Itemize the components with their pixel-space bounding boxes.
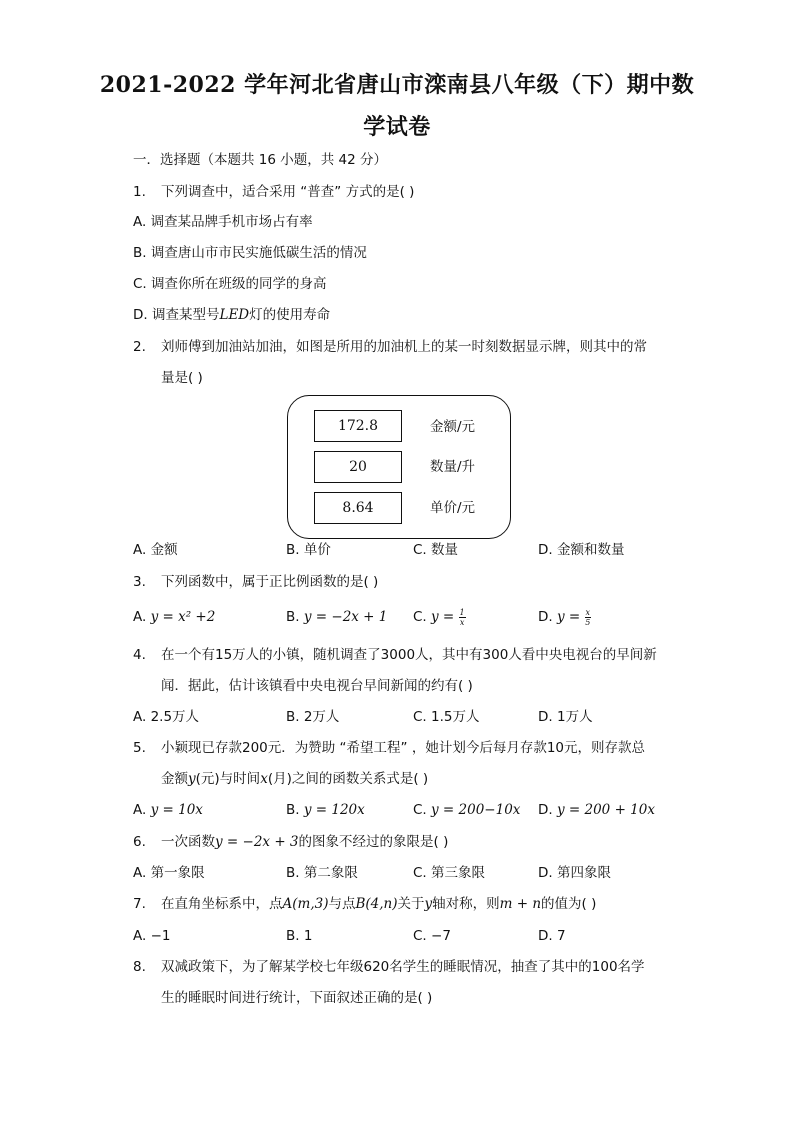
amount-label: 金额/元	[430, 419, 476, 435]
question-stem-line-1: 刘师傅到加油站加油，如图是所用的加油机上的某一时刻数据显示牌，则其中的常	[161, 339, 647, 355]
amount-value-box: 172.8	[314, 410, 402, 442]
question-stem-line-1: 双减政策下，为了解某学校七年级620名学生的睡眠情况，抽查了其中的100名学	[161, 959, 645, 975]
section-heading: 一．选择题（本题共 16 小题，共 42 分）	[133, 152, 388, 168]
option-c: C. 第三象限	[413, 865, 486, 881]
question-stem: 下列函数中，属于正比例函数的是( )	[161, 574, 379, 590]
quantity-value-box: 20	[314, 451, 402, 483]
fraction: $\frac{1}{x}$	[459, 607, 465, 627]
option-a: A. 调查某品牌手机市场占有率	[133, 214, 313, 230]
question-number: 8.	[133, 959, 146, 975]
option-a: A. 金额	[133, 542, 178, 558]
question-stem: 一次函数y = −2x + 3的图象不经过的象限是( )	[161, 834, 449, 850]
question-stem: 在直角坐标系中，点A(m,3)与点B(4,n)关于y轴对称，则m + n的值为( )	[161, 896, 597, 912]
option-c: C. y = 200−10x	[413, 802, 521, 818]
option-b: B. 调查唐山市市民实施低碳生活的情况	[133, 245, 367, 261]
option-a: A. y = 10x	[133, 802, 203, 818]
question-stem-line-2: 闻．据此，估计该镇看中央电视台早间新闻的约有( )	[161, 678, 473, 694]
option-c: C. 1.5万人	[413, 709, 480, 725]
question-number: 1.	[133, 184, 146, 200]
question-stem: 下列调查中，适合采用 “普查” 方式的是( )	[161, 184, 415, 200]
option-a: A. 第一象限	[133, 865, 205, 881]
question-stem-line-1: 在一个有15万人的小镇，随机调查了3000人，其中有300人看中央电视台的早间新	[161, 647, 657, 663]
option-a: A. 2.5万人	[133, 709, 200, 725]
question-stem-line-1: 小颖现已存款200元．为赞助 “希望工程” ，她计划今后每月存款10元，则存款总	[161, 740, 646, 756]
option-a: A. −1	[133, 928, 171, 944]
option-c: C. −7	[413, 928, 451, 944]
question-stem-line-2: 量是( )	[161, 370, 203, 386]
option-b: B. 第二象限	[286, 865, 358, 881]
question-number: 5.	[133, 740, 146, 756]
option-d: D. 调查某型号LED灯的使用寿命	[133, 307, 331, 323]
fraction: $\frac{x}{5}$	[585, 607, 591, 627]
option-d: D. 1万人	[538, 709, 593, 725]
option-b: B. y = −2x + 1	[286, 609, 388, 625]
page-title-line-1: 2021-2022 学年河北省唐山市滦南县八年级（下）期中数	[99, 72, 695, 98]
unit-price-label: 单价/元	[430, 500, 476, 516]
option-b: B. 1	[286, 928, 313, 944]
option-c: C. 数量	[413, 542, 459, 558]
option-d: D. y = $\frac{x}{5}$	[538, 607, 591, 627]
question-number: 7.	[133, 896, 146, 912]
question-number: 2.	[133, 339, 146, 355]
option-b: B. 2万人	[286, 709, 340, 725]
option-d: D. y = 200 + 10x	[538, 802, 655, 818]
quantity-label: 数量/升	[430, 459, 476, 475]
option-d: D. 7	[538, 928, 566, 944]
question-stem-line-2: 金额y(元)与时间x(月)之间的函数关系式是( )	[161, 771, 429, 787]
question-number: 3.	[133, 574, 146, 590]
option-b: B. y = 120x	[286, 802, 365, 818]
option-a: A. y = x² +2	[133, 609, 216, 625]
unit-price-value-box: 8.64	[314, 492, 402, 524]
page-title-line-2: 学试卷	[363, 114, 431, 140]
option-d: D. 金额和数量	[538, 542, 625, 558]
question-stem-line-2: 生的睡眠时间进行统计，下面叙述正确的是( )	[161, 990, 433, 1006]
option-b: B. 单价	[286, 542, 331, 558]
question-number: 6.	[133, 834, 146, 850]
question-number: 4.	[133, 647, 146, 663]
option-c: C. 调查你所在班级的同学的身高	[133, 276, 327, 292]
option-c: C. y = $\frac{1}{x}$	[413, 607, 465, 627]
option-d: D. 第四象限	[538, 865, 611, 881]
